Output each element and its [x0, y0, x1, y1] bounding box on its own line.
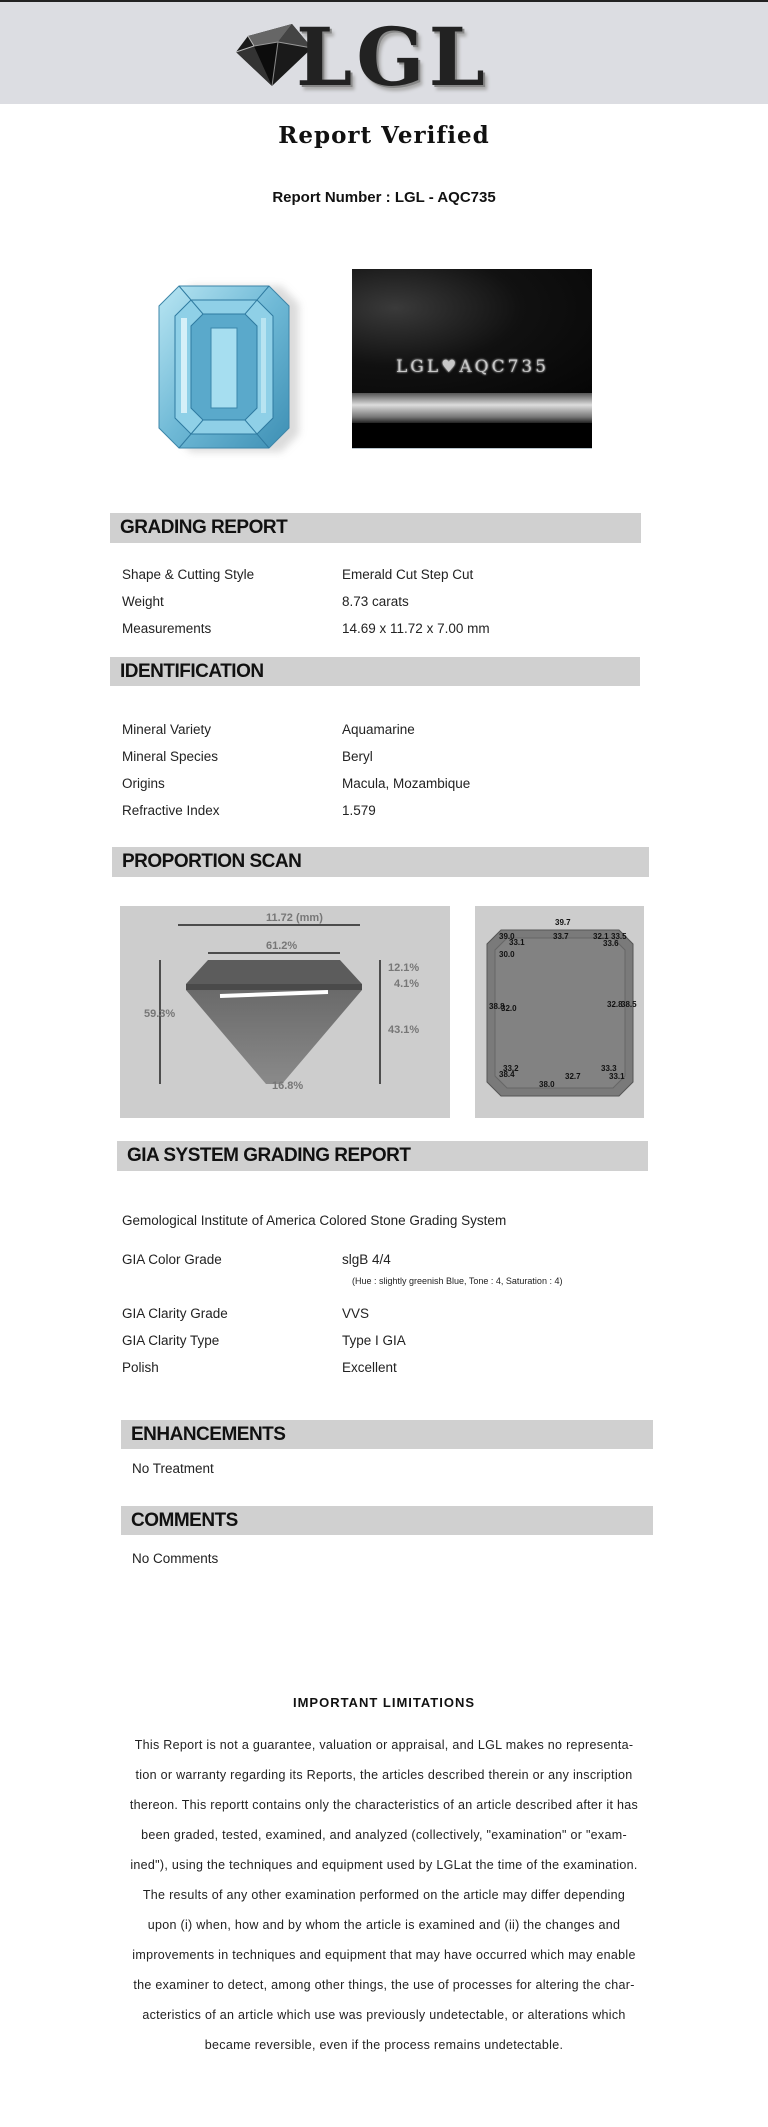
- report-number: Report Number : LGL - AQC735: [272, 189, 496, 206]
- top-label: 38.8: [489, 1002, 505, 1011]
- grading-value-measurements: 14.69 x 11.72 x 7.00 mm: [342, 621, 490, 636]
- gia-color-note: (Hue : slightly greenish Blue, Tone : 4, Saturation : 4): [352, 1276, 563, 1286]
- top-label: 30.0: [499, 950, 515, 959]
- id-value-variety: Aquamarine: [342, 722, 415, 737]
- gia-label-polish: Polish: [122, 1360, 159, 1375]
- photo-divider: [352, 448, 592, 449]
- top-label: 33.3: [601, 1064, 617, 1073]
- lgl-logo: [234, 10, 494, 104]
- id-value-ri: 1.579: [342, 803, 376, 818]
- id-label-variety: Mineral Variety: [122, 722, 212, 737]
- enhancements-heading: ENHANCEMENTS: [121, 1420, 653, 1449]
- limitations-line: improvements in techniques and equipment that may have occurred which may enable: [132, 1948, 636, 1962]
- gia-system-text: Gemological Institute of America Colored Stone Grading System: [122, 1213, 507, 1228]
- top-label: 39.0: [499, 932, 515, 941]
- grading-label-weight: Weight: [122, 594, 164, 609]
- top-label: 32.8: [607, 1000, 623, 1009]
- id-label-species: Mineral Species: [122, 749, 219, 764]
- grading-label-measurements: Measurements: [122, 621, 212, 636]
- profile-scan: [120, 906, 450, 1118]
- id-value-origins: Macula, Mozambique: [342, 776, 471, 791]
- limitations-line: became reversible, even if the process remains undetectable.: [204, 2038, 564, 2052]
- grading-report-heading: GRADING REPORT: [110, 513, 641, 543]
- top-label: 33.1: [609, 1072, 625, 1081]
- emerald-cut-gem-icon: [133, 268, 325, 460]
- inscription-girdle: [352, 393, 592, 423]
- inscription-text: LGL♥AQC735: [396, 357, 550, 377]
- top-label: 38.4: [499, 1070, 515, 1079]
- top-view-scan: [475, 906, 644, 1118]
- limitations-line: The results of any other examination performed on the article may differ depending: [142, 1888, 626, 1902]
- limitations-line: thereon. This reportt contains only the characteristics of an article described after it has: [129, 1798, 639, 1812]
- gia-value-polish: Excellent: [342, 1360, 397, 1375]
- id-value-species: Beryl: [342, 749, 373, 764]
- gem-photo: [133, 268, 325, 460]
- proportion-scan-heading: PROPORTION SCAN: [112, 847, 649, 877]
- page-title: Report Verified: [278, 122, 490, 149]
- gia-label-clarity: GIA Clarity Grade: [122, 1306, 228, 1321]
- top-label: 33.2: [503, 1064, 519, 1073]
- scan-width-label: 11.72 (mm): [266, 912, 323, 924]
- scan-crown-label: 12.1%: [388, 962, 420, 974]
- scan-girdle-label: 4.1%: [394, 978, 420, 990]
- grading-value-weight: 8.73 carats: [342, 594, 409, 609]
- top-label: 33.5: [611, 932, 627, 941]
- scan-culet-label: 16.8%: [272, 1080, 304, 1092]
- gia-label-color: GIA Color Grade: [122, 1252, 222, 1267]
- comments-text: No Comments: [132, 1551, 219, 1566]
- top-label: 38.5: [621, 1000, 637, 1009]
- gia-heading: GIA SYSTEM GRADING REPORT: [117, 1141, 648, 1171]
- inscription-photo: [352, 269, 592, 449]
- limitations-line: been graded, tested, examined, and analyzed (collectively, "examination" or "exam-: [141, 1828, 627, 1842]
- top-label: 33.7: [553, 932, 569, 941]
- limitations-line: acteristics of an article which use was previously undetectable, or alterations which: [142, 2008, 626, 2022]
- top-label: 39.7: [555, 918, 571, 927]
- logo-text: LGL: [296, 10, 489, 104]
- id-label-origins: Origins: [122, 776, 165, 791]
- scan-pavilion-label: 43.1%: [388, 1024, 420, 1036]
- gia-label-clarity-type: GIA Clarity Type: [122, 1333, 220, 1348]
- top-label: 32.0: [501, 1004, 517, 1013]
- top-label: 33.6: [603, 939, 619, 948]
- id-label-ri: Refractive Index: [122, 803, 220, 818]
- grading-label-shape: Shape & Cutting Style: [122, 567, 255, 582]
- limitations-heading: IMPORTANT LIMITATIONS: [292, 1695, 476, 1710]
- top-label: 32.1: [593, 932, 609, 941]
- limitations-line: ined"), using the techniques and equipment used by LGLat the time of the examination.: [130, 1858, 638, 1872]
- top-label: 38.0: [539, 1080, 555, 1089]
- gia-value-clarity: VVS: [342, 1306, 370, 1321]
- comments-heading: COMMENTS: [121, 1506, 653, 1535]
- top-label: 32.7: [565, 1072, 581, 1081]
- scan-table-label: 61.2%: [266, 940, 298, 952]
- enhancements-text: No Treatment: [132, 1461, 214, 1476]
- limitations-line: This Report is not a guarantee, valuation or appraisal, and LGL makes no representa-: [134, 1738, 634, 1752]
- header-banner: [0, 2, 768, 104]
- gia-value-clarity-type: Type I GIA: [342, 1333, 406, 1348]
- scan-depth-label: 59.3%: [144, 1008, 176, 1020]
- grading-value-shape: Emerald Cut Step Cut: [342, 567, 474, 582]
- limitations-line: tion or warranty regarding its Reports, the articles described therein or any inscription: [135, 1768, 633, 1782]
- identification-heading: IDENTIFICATION: [110, 657, 640, 686]
- limitations-line: upon (i) when, how and by whom the article is examined and (ii) the changes and: [147, 1918, 621, 1932]
- limitations-line: the examiner to detect, among other things, the use of processes for altering the char-: [133, 1978, 635, 1992]
- gia-value-color: slgB 4/4: [342, 1252, 391, 1267]
- top-label: 33.1: [509, 938, 525, 947]
